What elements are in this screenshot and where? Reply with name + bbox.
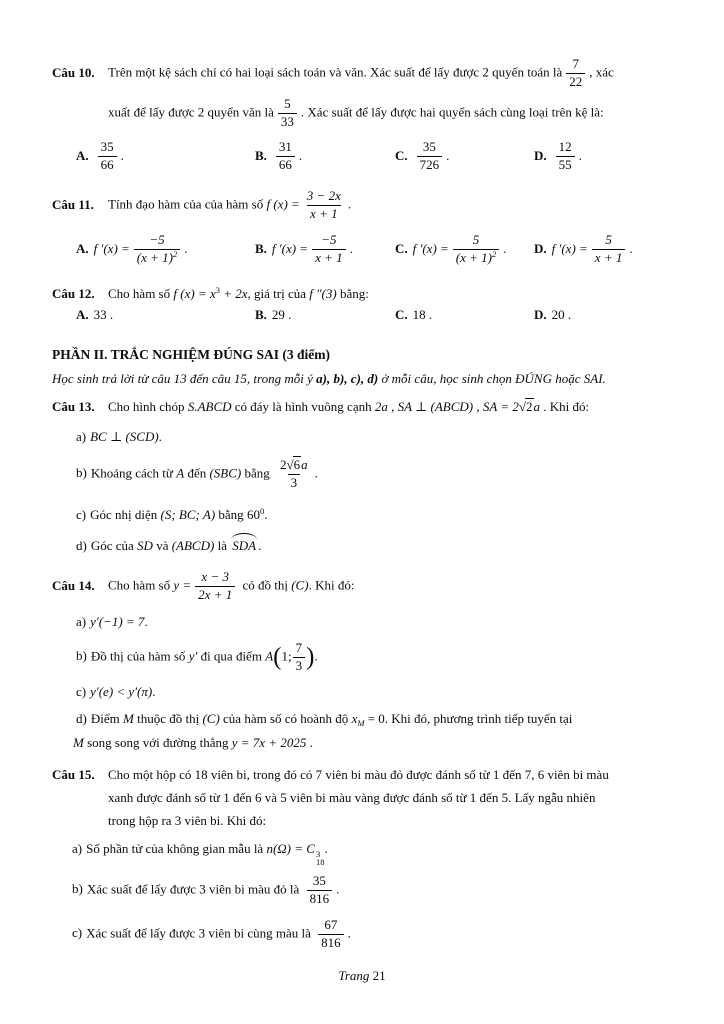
text-run: . — [578, 148, 582, 163]
text-run: , giá trị của — [247, 286, 310, 301]
fraction-denominator — [453, 249, 499, 266]
fraction — [304, 189, 344, 222]
text-run: . — [347, 195, 352, 211]
fraction-numerator: 3 − 2x — [306, 187, 341, 203]
option-value: 29 . — [271, 307, 292, 322]
fraction — [278, 97, 297, 130]
math-token: f ″(3) — [309, 286, 337, 301]
question-10-line-1 — [52, 53, 698, 93]
question-10-text-2 — [108, 97, 604, 130]
text-run: Trên một kệ sách chỉ có hai loại sách toán và văn. Xác suất để lấy được 2 quyển toán là — [108, 63, 563, 79]
question-13-item-d — [52, 533, 698, 557]
math-token: f (x) = x — [173, 286, 216, 301]
option-b — [255, 140, 395, 173]
text-run: . — [629, 241, 633, 256]
text-run: trong hộp ra 3 viên bi. Khi đó: — [108, 812, 267, 828]
fraction-numerator: −5 — [149, 231, 165, 247]
fraction-denominator: 816 — [318, 934, 344, 951]
math-token: SA = 2 — [482, 399, 519, 414]
option-label: A. — [76, 148, 89, 163]
text-run: đến — [184, 464, 210, 480]
option-label: B. — [255, 307, 267, 322]
text-run: đi qua điểm — [197, 647, 266, 663]
item-text — [76, 641, 318, 674]
item-label: d) — [76, 538, 87, 553]
fraction-numerator: 67 — [324, 916, 338, 932]
exponent: 0 — [259, 506, 265, 516]
sqrt-icon: √ — [286, 456, 293, 472]
fraction-numerator: 5 — [284, 95, 291, 111]
part-2-note-text — [52, 371, 606, 387]
item-label: b) — [76, 647, 87, 663]
item-text — [76, 458, 318, 491]
fraction-denominator: 22 — [566, 73, 585, 90]
question-14 — [52, 565, 698, 755]
item-text — [76, 711, 572, 727]
option-a — [76, 307, 255, 323]
fraction — [312, 233, 346, 266]
fraction — [134, 233, 180, 266]
text-run: . Khi đó: — [540, 399, 590, 414]
text-run: . — [446, 148, 450, 163]
fraction-denominator: 33 — [278, 113, 297, 130]
text-run: , — [473, 399, 483, 414]
text-run: Học sinh trả lời từ câu 13 đến câu 15, trong mỗi ý — [52, 371, 317, 386]
text-run: Cho hàm số — [108, 576, 174, 592]
option-value: 33 . — [93, 307, 114, 322]
item-label: c) — [72, 924, 83, 940]
text-run: Cho một hộp có 18 viên bi, trong đó có 7 viên bi màu đỏ được đánh số từ 1 đến 7, 6 viên bi màu — [108, 766, 609, 782]
math-token: A — [265, 647, 274, 663]
option-a — [76, 233, 255, 266]
question-14-label: Câu 14. — [52, 578, 95, 593]
fraction-numerator: 5 — [605, 231, 612, 247]
text-run: Xác suất để lấy được 3 viên bi màu đỏ là — [86, 880, 303, 896]
fraction — [417, 140, 443, 173]
option-d — [534, 140, 698, 173]
math-token: (C) — [202, 711, 220, 726]
fraction — [307, 874, 333, 907]
question-14-item-d-line-1 — [52, 707, 698, 731]
question-13-label: Câu 13. — [52, 399, 95, 414]
question-15-item-b — [52, 868, 698, 912]
option-c — [395, 140, 534, 173]
question-11 — [52, 185, 698, 273]
math-token: y′(e) < y′(π) — [90, 684, 153, 699]
option-c — [395, 307, 534, 323]
question-13-text — [108, 399, 589, 415]
fraction — [277, 458, 311, 491]
item-label: a) — [76, 614, 87, 629]
fraction-denominator: x + 1 — [592, 249, 626, 266]
text-run: ở mỗi câu, học sinh chọn ĐÚNG hoặc SAI. — [378, 371, 606, 386]
text-run: Xác suất để lấy được 3 viên bi cùng màu là — [86, 924, 315, 940]
text-run: . — [264, 507, 268, 522]
fraction-denominator — [134, 249, 180, 266]
text-run: . — [144, 614, 148, 629]
math-token: f ′(x) = — [551, 241, 588, 256]
fraction-denominator: 816 — [307, 890, 333, 907]
math-token: f ′(x) = — [271, 241, 309, 256]
fraction-numerator: 7 — [572, 55, 579, 71]
question-12-options — [76, 305, 698, 325]
exponent: 2 — [492, 248, 497, 259]
item-text — [73, 735, 313, 751]
text-run: . — [184, 241, 188, 256]
question-15-line-1 — [52, 763, 698, 786]
part-2-note — [52, 369, 698, 389]
text-run: . — [152, 684, 156, 699]
exponent: 3 — [215, 285, 220, 295]
question-10 — [52, 53, 698, 179]
angle-arc: SDA — [232, 538, 257, 553]
math-token: M — [73, 735, 84, 750]
question-15 — [52, 763, 698, 956]
math-token: 60 — [246, 507, 260, 522]
option-value: 18 . — [412, 307, 433, 322]
question-10-options — [76, 133, 698, 179]
option-label: C. — [395, 148, 408, 163]
question-14-item-b — [52, 635, 698, 679]
text-run: . — [336, 880, 340, 896]
fraction-numerator: x − 3 — [201, 568, 229, 584]
text-run: là — [214, 538, 231, 553]
question-15-line-2 — [52, 786, 698, 809]
text-run: , xác — [589, 63, 614, 79]
question-10-text — [108, 57, 614, 90]
question-14-text — [108, 570, 354, 603]
question-14-item-d-line-2 — [52, 731, 698, 755]
fraction-numerator: 35 — [312, 872, 326, 888]
text-run: . Khi đó: — [308, 576, 355, 592]
text-run: . Khi đó, phương trình tiếp tuyến tại — [384, 711, 573, 726]
option-d — [534, 307, 698, 323]
fraction — [556, 140, 575, 173]
option-label: C. — [395, 241, 408, 256]
text-run: . — [158, 429, 162, 444]
subscript: 18 — [315, 856, 325, 867]
text-run: có đáy là hình vuông cạnh — [231, 399, 375, 414]
question-10-label: Câu 10. — [52, 65, 95, 80]
item-text — [76, 536, 261, 554]
math-token: y = 7x + 2025 — [231, 735, 307, 750]
item-text — [72, 841, 328, 866]
fraction — [293, 641, 306, 674]
text-run: . — [503, 241, 507, 256]
text-run: bằng: — [336, 286, 369, 301]
math-token: (x + 1) — [455, 249, 492, 265]
math-token: 2a — [374, 399, 388, 414]
question-11-line — [52, 185, 698, 225]
part-2-title: PHẦN II. TRẮC NGHIỆM ĐÚNG SAI (3 điểm) — [52, 347, 331, 362]
math-token: f ′(x) = — [93, 241, 130, 256]
subscript: M — [357, 718, 365, 728]
math-token: (C) — [291, 576, 309, 592]
math-token: (S; BC; A) — [160, 507, 216, 522]
fraction — [98, 140, 117, 173]
item-label: b) — [72, 880, 83, 896]
item-text — [76, 614, 148, 630]
question-15-item-c — [52, 912, 698, 956]
question-14-item-c — [52, 681, 698, 703]
fraction-denominator: x + 1 — [307, 205, 341, 222]
fraction-denominator: 66 — [98, 156, 117, 173]
math-token: + 2x — [219, 286, 248, 301]
item-label: a) — [76, 429, 87, 444]
fraction-denominator: x + 1 — [312, 249, 346, 266]
text-run: . — [314, 464, 318, 480]
item-text — [76, 429, 162, 445]
question-11-options — [76, 225, 698, 273]
text-run: Cho hình chóp — [108, 399, 188, 414]
fraction-denominator: 3 — [293, 657, 306, 674]
math-token: a — [533, 399, 540, 414]
option-label: D. — [534, 148, 547, 163]
question-13-item-a — [52, 427, 698, 447]
fraction — [566, 57, 585, 90]
math-token: y = — [173, 576, 192, 592]
math-token: M — [122, 711, 134, 726]
math-token: n(Ω) = C — [266, 840, 315, 856]
open-paren: ( — [273, 643, 282, 670]
question-13-line — [52, 395, 698, 419]
text-run: và — [152, 538, 172, 553]
fraction — [276, 140, 295, 173]
text-run: Số phần tử của không gian mẫu là — [86, 840, 267, 856]
question-13 — [52, 395, 698, 557]
math-token: x — [351, 711, 358, 726]
text-run: Điểm — [90, 711, 123, 726]
text-run: thuộc đồ thị — [133, 711, 203, 726]
text-run: Tính đạo hàm của của hàm số — [108, 195, 267, 211]
text-run: Góc của — [90, 538, 138, 553]
item-label: b) — [76, 464, 87, 480]
text-run: có đồ thị — [239, 576, 292, 592]
text-run: . — [306, 735, 313, 750]
question-15-label: Câu 15. — [52, 766, 95, 782]
question-15-line-3 — [52, 809, 698, 832]
text-run: . — [314, 647, 318, 663]
question-12-line — [52, 283, 698, 305]
fraction-denominator: 3 — [288, 474, 301, 491]
item-text — [72, 918, 351, 951]
text-run: xuất để lấy được 2 quyển văn là — [108, 103, 274, 119]
fraction-numerator: 35 — [422, 138, 436, 154]
option-label: A. — [76, 307, 89, 322]
math-token: (x + 1) — [136, 249, 173, 265]
text-run: Đồ thị của hàm số — [90, 647, 189, 663]
math-token: A — [176, 464, 185, 480]
text-run: . — [258, 538, 262, 553]
text-run: . — [120, 148, 124, 163]
option-value: 20 . — [551, 307, 572, 322]
text-run: của hàm số có hoành độ — [219, 711, 352, 726]
math-token: = 0 — [364, 711, 385, 726]
fraction-numerator — [277, 458, 311, 474]
option-label: C. — [395, 307, 408, 322]
text-run: . — [298, 148, 303, 163]
question-10-line-2 — [52, 93, 698, 133]
fraction — [592, 233, 626, 266]
fraction — [453, 233, 499, 266]
option-a — [76, 140, 255, 173]
option-label: A. — [76, 241, 89, 256]
item-text — [76, 684, 155, 700]
item-label: d) — [76, 711, 87, 726]
fraction-numerator: −5 — [321, 231, 337, 247]
fraction-numerator: 12 — [558, 138, 572, 154]
option-b — [255, 233, 395, 266]
question-13-item-c — [52, 505, 698, 525]
text-run: xanh được đánh số từ 1 đến 6 và 5 viên bi màu vàng được đánh số từ 1 đến 5. Lấy ngẫu nhiên — [108, 789, 596, 805]
question-12 — [52, 283, 698, 325]
text-run: bằng — [215, 507, 247, 522]
item-text — [72, 874, 339, 907]
math-token: S.ABCD — [187, 399, 232, 414]
close-paren: ) — [306, 643, 315, 670]
fraction-denominator: 726 — [417, 156, 443, 173]
fraction-denominator: 55 — [556, 156, 575, 173]
text-run: . Xác suất để lấy được hai quyển sách cùng loại trên kệ là: — [300, 103, 604, 119]
option-label: D. — [534, 241, 547, 256]
math-token: f (x) = — [266, 195, 300, 211]
math-token: 1; — [281, 647, 292, 663]
math-token: SD — [137, 538, 153, 553]
fraction-numerator: 35 — [100, 138, 114, 154]
question-11-text — [108, 189, 351, 222]
fraction-denominator: 66 — [276, 156, 295, 173]
question-12-label: Câu 12. — [52, 286, 95, 301]
question-15-item-a — [52, 840, 698, 867]
exponent: 2 — [173, 248, 178, 259]
text-run: Khoảng cách từ — [90, 464, 177, 480]
question-14-line — [52, 565, 698, 607]
math-token: (SBC) — [209, 464, 242, 480]
radicand: 2 — [526, 399, 533, 414]
math-token: y′ — [188, 647, 198, 663]
page-footer — [0, 968, 724, 984]
text-run: bằng — [241, 464, 274, 480]
option-c — [395, 233, 534, 266]
option-b — [255, 307, 395, 323]
radicand: 6 — [293, 456, 301, 472]
text-run-bold-italic: a), b), c), d) — [316, 371, 379, 386]
text-run: , — [387, 399, 398, 414]
option-d — [534, 233, 698, 266]
exponent: 3 — [315, 848, 321, 859]
math-token: BC ⊥ (SCD) — [90, 429, 159, 444]
question-11-label: Câu 11. — [52, 197, 94, 212]
footer-page-number: 21 — [372, 968, 386, 983]
math-token: y′(−1) = 7 — [90, 614, 145, 629]
fraction — [195, 570, 235, 603]
fraction-numerator: 5 — [472, 231, 480, 247]
math-token: SA ⊥ (ABCD) — [397, 399, 474, 414]
text-run: . — [347, 924, 351, 940]
question-14-item-a — [52, 611, 698, 633]
item-label: a) — [72, 840, 83, 856]
text-run: . — [349, 241, 353, 256]
question-13-item-b — [52, 451, 698, 497]
text-run: . — [324, 840, 328, 856]
item-label: c) — [76, 507, 87, 522]
fraction-denominator: 2x + 1 — [195, 586, 235, 603]
math-token: f ′(x) = — [412, 241, 449, 256]
fraction-numerator: 7 — [295, 639, 303, 655]
math-token: (ABCD) — [171, 538, 215, 553]
option-label: B. — [255, 148, 267, 163]
math-token: a — [301, 456, 308, 472]
item-label: c) — [76, 684, 87, 699]
item-text — [76, 507, 267, 523]
fraction-numerator: 31 — [278, 138, 292, 154]
sqrt-icon: √ — [518, 399, 525, 414]
footer-label: Trang — [338, 968, 370, 983]
text-run: song song với đường thẳng — [83, 735, 232, 750]
option-label: D. — [534, 307, 547, 322]
option-label: B. — [255, 241, 267, 256]
question-12-text — [108, 286, 369, 302]
math-token: 2 — [280, 456, 287, 472]
fraction — [318, 918, 344, 951]
text-run: Góc nhị diện — [90, 507, 161, 522]
text-run: Cho hàm số — [108, 286, 174, 301]
